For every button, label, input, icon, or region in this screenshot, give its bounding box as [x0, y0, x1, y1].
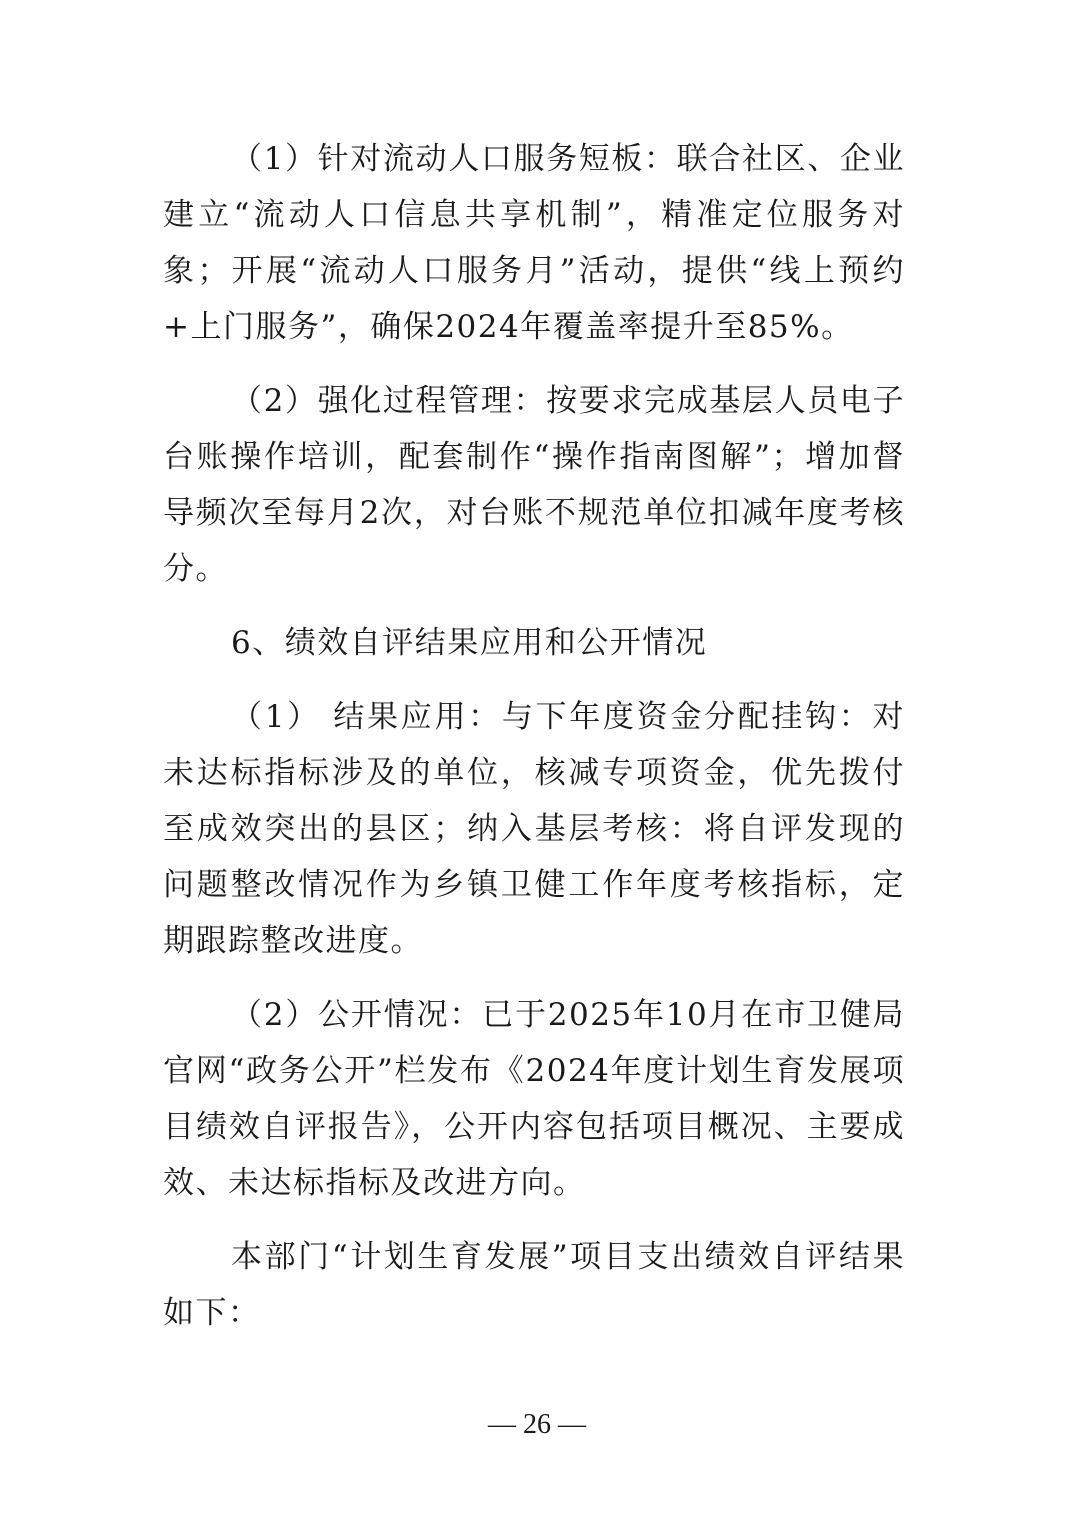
paragraph-disclosure: （2）公开情况：已于2025年10月在市卫健局官网“政务公开”栏发布《2024年度计划生育发展项目绩效自评报告》，公开内容包括项目概况、主要成效、未达标指标及改进方向。 [163, 997, 905, 1201]
page-number: — 26 — [488, 1409, 586, 1440]
paragraph-process-management: （2）强化过程管理：按要求完成基层人员电子台账操作培训，配套制作“操作指南图解”；增加督导频次至每月2次，对台账不规范单位扣减年度考核分。 [163, 383, 905, 587]
paragraph-results-intro: 本部门“计划生育发展”项目支出绩效自评结果如下： [163, 1239, 905, 1331]
section-heading-results-application: 6、绩效自评结果应用和公开情况 [231, 625, 708, 661]
document-body [163, 131, 905, 1341]
paragraph-results-application: （1） 结果应用：与下年度资金分配挂钩：对未达标指标涉及的单位，核减专项资金，优先拨付至成效突出的县区；纳入基层考核：将自评发现的问题整改情况作为乡镇卫健工作年度考核指标，定期跟踪整改进度。 [163, 699, 905, 959]
paragraph-floating-population: （1）针对流动人口服务短板：联合社区、企业建立“流动人口信息共享机制”，精准定位服务对象；开展“流动人口服务月”活动，提供“线上预约+上门服务”，确保2024年覆盖率提升至85%。 [163, 141, 905, 345]
